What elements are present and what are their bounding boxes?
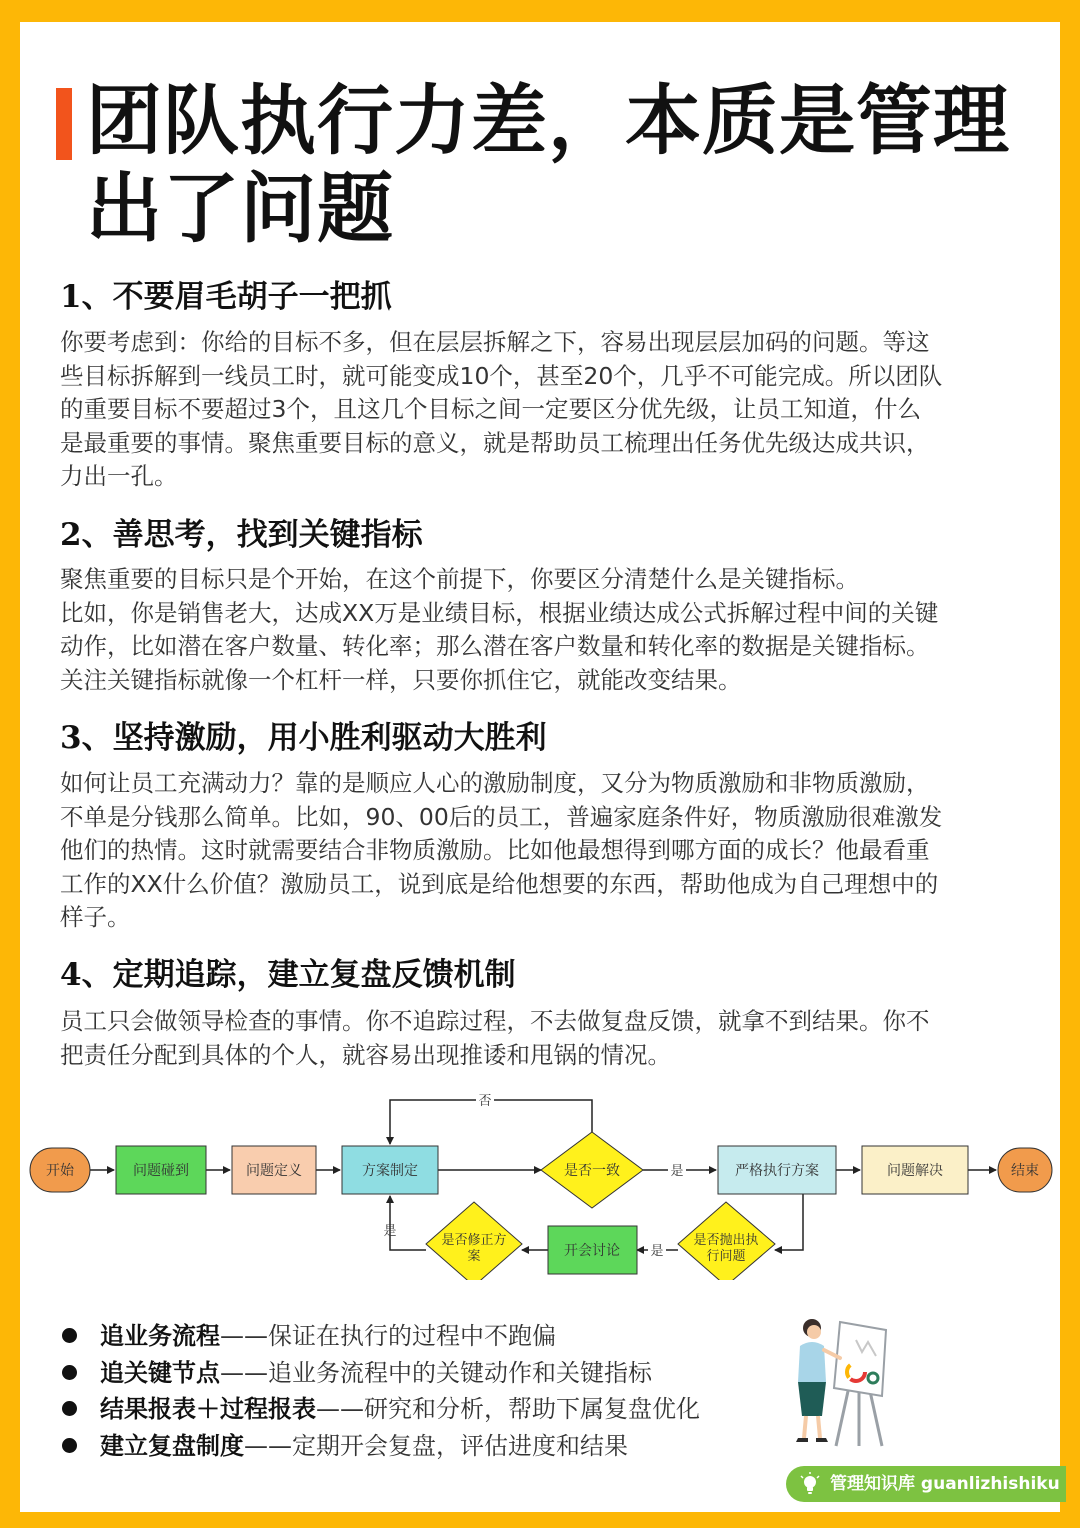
node-execute-label: 严格执行方案 xyxy=(735,1163,819,1179)
title-accent-bar xyxy=(56,88,72,160)
node-end-label: 结束 xyxy=(1011,1163,1039,1179)
section-3-line: 如何让员工充满动力？靠的是顺应人心的激励制度，又分为物质激励和非物质激励， xyxy=(60,769,930,797)
section-3-line: 样子。 xyxy=(60,903,131,931)
node-revise-label-1: 是否修正方 xyxy=(441,1233,507,1248)
bullet-item xyxy=(60,1355,780,1392)
brand-text: 管理知识库 guanlizhishiku xyxy=(830,1474,1060,1494)
bullet-description: ——研究和分析，帮助下属复盘优化 xyxy=(316,1395,700,1423)
node-define-label: 问题定义 xyxy=(246,1163,302,1179)
bullet-keyword-text xyxy=(100,1391,700,1427)
bullet-item xyxy=(60,1391,780,1428)
label-yes-raise-issue: 是 xyxy=(650,1244,664,1259)
label-yes-consistent: 是 xyxy=(670,1164,684,1179)
presenter-person-icon xyxy=(796,1319,840,1442)
page-title-line-1: 团队执行力差，本质是管理 xyxy=(86,76,1010,165)
bullet-description: ——追业务流程中的关键动作和关键指标 xyxy=(220,1358,652,1387)
section-2-line: 比如，你是销售老大，达成XX万是业绩目标，根据业绩达成公式拆解过程中间的关键 xyxy=(60,598,939,627)
section-3-line: 他们的热情。这时就需要结合非物质激励。比如他最想得到哪方面的成长？他最看重 xyxy=(60,836,930,864)
bullet-keyword: 结果报表＋过程报表 xyxy=(100,1395,316,1423)
label-no: 否 xyxy=(478,1094,492,1109)
node-start-label: 开始 xyxy=(46,1163,74,1179)
brand-badge xyxy=(786,1466,1066,1502)
section-4-body xyxy=(60,1005,1020,1072)
bullet-keyword-text xyxy=(100,1355,652,1391)
section-1-line: 些目标拆解到一线员工时，就可能变成10个，甚至20个，几乎不可能完成。所以团队 xyxy=(60,361,943,390)
bullet-dot xyxy=(62,1401,77,1416)
bullet-dot xyxy=(62,1365,77,1380)
lightbulb-icon xyxy=(798,1472,822,1496)
node-solved-label: 问题解决 xyxy=(887,1163,943,1179)
section-3-body xyxy=(60,767,1020,935)
section-3-line: 不单是分钱那么简单。比如，90、00后的员工，普遍家庭条件好，物质激励很难激发 xyxy=(60,802,943,831)
bullet-item xyxy=(60,1428,780,1465)
bullet-keyword: 追业务流程 xyxy=(100,1322,220,1350)
summary-bullet-list xyxy=(60,1318,780,1464)
section-2-line: 关注关键指标就像一个杠杆一样，只要你抓住它，就能改变结果。 xyxy=(60,665,742,694)
easel-icon xyxy=(834,1322,886,1446)
flowchart-connectors xyxy=(90,1100,996,1250)
bullet-keyword: 追关键节点 xyxy=(100,1358,220,1387)
section-2-line: 聚焦重要的目标只是个开始，在这个前提下，你要区分清楚什么是关键指标。 xyxy=(60,565,859,593)
section-1-line: 你要考虑到：你给的目标不多，但在层层拆解之下，容易出现层层加码的问题。等这 xyxy=(60,328,930,356)
page-title-line-2: 出了问题 xyxy=(86,164,394,253)
section-2-line: 动作，比如潜在客户数量、转化率；那么潜在客户数量和转化率的数据是关键指标。 xyxy=(60,632,930,660)
bullet-keyword-text xyxy=(100,1318,556,1354)
section-4-line: 把责任分配到具体的个人，就容易出现推诿和甩锅的情况。 xyxy=(60,1040,671,1069)
bullet-keyword: 建立复盘制度 xyxy=(100,1431,244,1460)
node-consistent-label: 是否一致 xyxy=(564,1163,620,1179)
section-3-line: 工作的XX什么价值？激励员工，说到底是给他想要的东西，帮助他成为自己理想中的 xyxy=(60,869,939,898)
section-4-line: 员工只会做领导检查的事情。你不追踪过程，不去做复盘反馈，就拿不到结果。你不 xyxy=(60,1007,930,1035)
arrow-revise-yes-to-plan xyxy=(390,1196,426,1250)
section-1-line: 的重要目标不要超过3个，且这几个目标之间一定要区分优先级，让员工知道，什么 xyxy=(60,395,921,423)
bullet-dot xyxy=(62,1328,77,1343)
section-3-heading: 3、坚持激励，用小胜利驱动大胜利 xyxy=(60,720,547,756)
bullet-description: ——保证在执行的过程中不跑偏 xyxy=(220,1322,556,1350)
section-4-heading: 4、定期追踪，建立复盘反馈机制 xyxy=(60,957,516,993)
node-plan-label: 方案制定 xyxy=(362,1163,418,1179)
section-2-heading: 2、善思考，找到关键指标 xyxy=(60,517,423,553)
node-encounter-label: 问题碰到 xyxy=(133,1163,189,1179)
process-flowchart xyxy=(26,1090,1056,1280)
node-revise-label-2: 案 xyxy=(467,1249,481,1264)
node-raise-issue-label-2: 行问题 xyxy=(706,1249,746,1264)
section-1-heading: 1、不要眉毛胡子一把抓 xyxy=(60,279,392,315)
section-1-line: 力出一孔。 xyxy=(60,462,178,490)
bullet-item xyxy=(60,1318,780,1355)
section-2-body xyxy=(60,563,1020,697)
bullet-keyword-text xyxy=(100,1428,628,1464)
presenter-illustration xyxy=(770,1312,900,1452)
section-1-body xyxy=(60,326,1020,494)
bullet-description: ——定期开会复盘，评估进度和结果 xyxy=(244,1431,628,1460)
bullet-dot xyxy=(62,1438,77,1453)
section-1-line: 是最重要的事情。聚焦重要目标的意义，就是帮助员工梳理出任务优先级达成共识， xyxy=(60,428,930,457)
node-meeting-label: 开会讨论 xyxy=(564,1243,620,1259)
label-yes-revise: 是 xyxy=(383,1224,397,1239)
node-raise-issue-label-1: 是否抛出执 xyxy=(693,1233,759,1248)
arrow-execute-to-raise-issue xyxy=(775,1194,803,1250)
